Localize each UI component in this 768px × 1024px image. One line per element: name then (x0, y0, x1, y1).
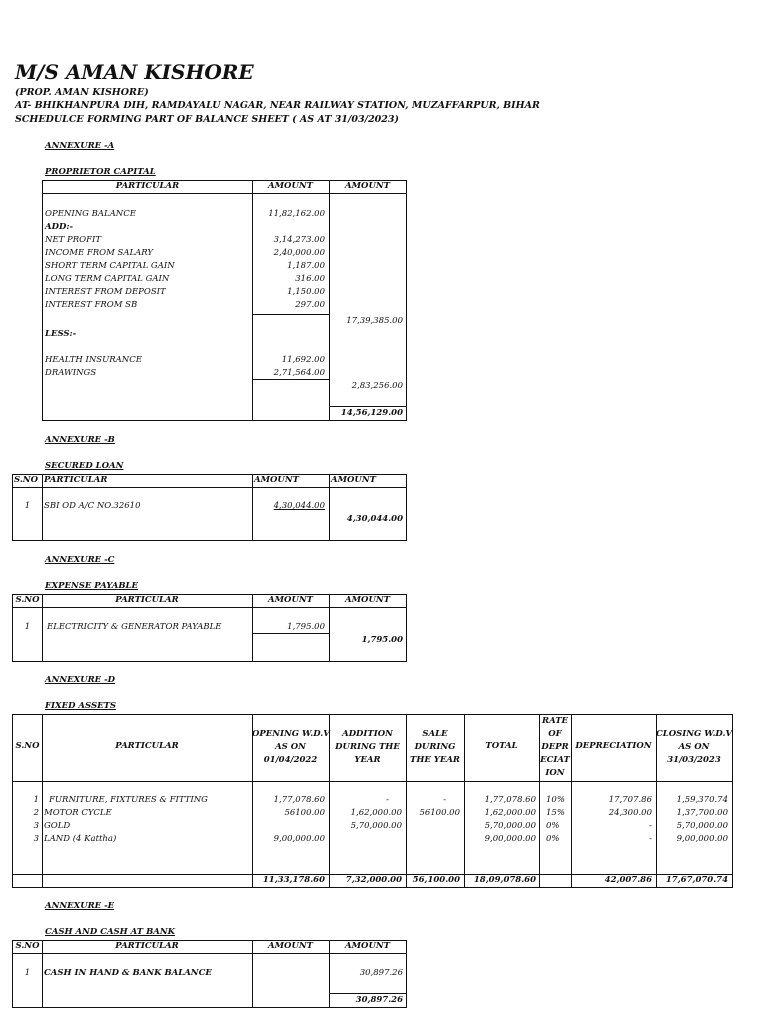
asset-row-2-addition: 1,62,000.00 (350, 808, 402, 818)
asset-row-4-closing: 9,00,000.00 (676, 834, 728, 844)
header-particular: PARTICULAR (44, 475, 108, 485)
opening-balance-amount: 11,82,162.00 (268, 209, 325, 219)
electricity-amount: 1,795.00 (287, 622, 325, 632)
total-opening: 11,33,178.60 (262, 875, 325, 885)
header-depreciation: DEPRECIATION (575, 741, 652, 751)
sbi-od-amount: 4,30,044.00 (273, 501, 325, 511)
header-addition: ADDITION DURING THE YEAR (335, 729, 400, 765)
header-amount-1: AMOUNT (268, 181, 313, 191)
asset-row-2-sale: 56100.00 (419, 808, 460, 818)
add-label: ADD:- (45, 222, 74, 232)
asset-row-4-depreciation: - (649, 834, 652, 844)
header-particular: PARTICULAR (115, 181, 180, 191)
subtotal-additions: 17,39,385.00 (346, 316, 403, 326)
header-sno: S.NO (15, 595, 40, 605)
address-line: AT- BHIKHANPURA DIH, RAMDAYALU NAGAR, NEAR RAILWAY STATION, MUZAFFARPUR, BIHAR (15, 100, 540, 111)
asset-row-3-rate: 0% (546, 821, 560, 831)
expense-payable-caption: EXPENSE PAYABLE (45, 581, 138, 591)
ltcg-label: LONG TERM CAPITAL GAIN (45, 274, 170, 284)
expense-payable-table (12, 594, 407, 662)
asset-row-4-total: 9,00,000.00 (484, 834, 536, 844)
asset-row-4-rate: 0% (546, 834, 560, 844)
asset-row-3-closing: 5,70,000.00 (676, 821, 728, 831)
header-sale: SALE DURING THE YEAR (410, 729, 460, 765)
asset-row-3-total: 5,70,000.00 (484, 821, 536, 831)
total-addition: 7,32,000.00 (345, 875, 402, 885)
header-amount-2: AMOUNT (345, 941, 390, 951)
asset-row-2-total: 1,62,000.00 (484, 808, 536, 818)
annexure-a-label: ANNEXURE -A (45, 141, 115, 151)
row-sno: 1 (24, 968, 31, 978)
asset-row-3-sno: 3 (33, 821, 39, 831)
header-sno: S.NO (14, 475, 38, 485)
header-amount-1: AMOUNT (254, 475, 299, 485)
fixed-assets-table (12, 714, 733, 888)
asset-row-4-sno: 3 (33, 834, 39, 844)
fixed-assets-caption: FIXED ASSETS (45, 701, 117, 711)
asset-row-3-addition: 5,70,000.00 (350, 821, 402, 831)
cash-bank-amount: 30,897.26 (359, 968, 403, 978)
header-rate: RATE OF DEPR ECIAT ION (540, 716, 570, 778)
asset-row-1-sno: 1 (33, 795, 39, 805)
stcg-label: SHORT TERM CAPITAL GAIN (45, 261, 175, 271)
net-profit-label: NET PROFIT (45, 235, 102, 245)
drawings-label: DRAWINGS (45, 368, 97, 378)
asset-row-1-particular: FURNITURE, FIXTURES & FITTING (49, 795, 208, 805)
header-amount-2: AMOUNT (345, 181, 390, 191)
cash-bank-caption: CASH AND CASH AT BANK (45, 927, 176, 937)
sbi-od-particular: SBI OD A/C NO.32610 (44, 501, 141, 511)
asset-row-2-rate: 15% (546, 808, 565, 818)
row-sno: 1 (24, 501, 31, 511)
capital-total: 14,56,129.00 (340, 408, 403, 418)
asset-row-2-closing: 1,37,700.00 (676, 808, 728, 818)
asset-row-4-opening: 9,00,000.00 (273, 834, 325, 844)
firm-name: M/S AMAN KISHORE (15, 60, 254, 84)
interest-deposit-amount: 1,150.00 (287, 287, 325, 297)
asset-row-1-sale: - (443, 795, 446, 805)
subtotal-deductions: 2,83,256.00 (351, 381, 403, 391)
header-particular: PARTICULAR (115, 741, 179, 751)
asset-row-3-depreciation: - (649, 821, 652, 831)
schedule-line: SCHEDULCE FORMING PART OF BALANCE SHEET ( AS AT 31/03/2023) (15, 114, 400, 125)
row-sno: 1 (24, 622, 31, 632)
asset-row-1-rate: 10% (546, 795, 565, 805)
asset-row-1-addition: - (386, 795, 389, 805)
electricity-particular: ELECTRICITY & GENERATOR PAYABLE (47, 622, 222, 632)
header-amount-2: AMOUNT (331, 475, 376, 485)
cash-bank-total: 30,897.26 (355, 995, 403, 1005)
secured-loan-caption: SECURED LOAN (45, 461, 124, 471)
asset-row-1-depreciation: 17,707.86 (608, 795, 652, 805)
header-amount-2: AMOUNT (345, 595, 390, 605)
secured-loan-table (12, 474, 407, 541)
net-profit-amount: 3,14,273.00 (273, 235, 325, 245)
asset-row-4-particular: LAND (4 Kattha) (44, 834, 117, 844)
less-label: LESS:- (45, 329, 77, 339)
annexure-c-label: ANNEXURE -C (45, 555, 115, 565)
health-insurance-label: HEALTH INSURANCE (45, 355, 142, 365)
cash-bank-particular: CASH IN HAND & BANK BALANCE (44, 968, 212, 978)
health-insurance-amount: 11,692.00 (281, 355, 325, 365)
interest-deposit-label: INTEREST FROM DEPOSIT (45, 287, 166, 297)
annexure-e-label: ANNEXURE -E (45, 901, 115, 911)
proprietor-capital-table (42, 180, 407, 421)
secured-loan-total: 4,30,044.00 (346, 514, 403, 524)
header-amount-1: AMOUNT (268, 595, 313, 605)
interest-sb-label: INTEREST FROM SB (45, 300, 138, 310)
salary-income-label: INCOME FROM SALARY (45, 248, 154, 258)
proprietor-line: (PROP. AMAN KISHORE) (15, 87, 149, 98)
asset-row-1-closing: 1,59,370.74 (676, 795, 728, 805)
salary-income-amount: 2,40,000.00 (273, 248, 325, 258)
asset-row-2-depreciation: 24,300.00 (608, 808, 652, 818)
header-sno: S.NO (15, 941, 40, 951)
total-depreciation: 42,007.86 (604, 875, 652, 885)
drawings-amount: 2,71,564.00 (273, 368, 325, 378)
header-particular: PARTICULAR (115, 941, 179, 951)
header-total: TOTAL (485, 741, 518, 751)
asset-row-2-sno: 2 (33, 808, 39, 818)
annexure-b-label: ANNEXURE -B (45, 435, 115, 445)
header-opening-wdv: OPENING W.D.V AS ON 01/04/2022 (252, 729, 330, 765)
asset-row-2-particular: MOTOR CYCLE (44, 808, 112, 818)
asset-row-2-opening: 56100.00 (284, 808, 325, 818)
asset-row-1-opening: 1,77,078.60 (273, 795, 325, 805)
header-closing-wdv: CLOSING W.D.V AS ON 31/03/2023 (656, 729, 733, 765)
asset-row-3-particular: GOLD (44, 821, 71, 831)
cash-bank-table (12, 940, 407, 1008)
header-sno: S.NO (15, 741, 40, 751)
stcg-amount: 1,187.00 (287, 261, 325, 271)
proprietor-capital-caption: PROPRIETOR CAPITAL (45, 167, 156, 177)
ltcg-amount: 316.00 (295, 274, 325, 284)
total-total: 18,09,078.60 (473, 875, 536, 885)
asset-row-1-total: 1,77,078.60 (484, 795, 536, 805)
total-closing: 17,67,070.74 (665, 875, 728, 885)
header-amount-1: AMOUNT (268, 941, 313, 951)
header-particular: PARTICULAR (115, 595, 179, 605)
total-sale: 56,100.00 (412, 875, 460, 885)
interest-sb-amount: 297.00 (295, 300, 325, 310)
annexure-d-label: ANNEXURE -D (45, 675, 116, 685)
expense-payable-total: 1,795.00 (361, 635, 403, 645)
opening-balance-label: OPENING BALANCE (45, 209, 136, 219)
